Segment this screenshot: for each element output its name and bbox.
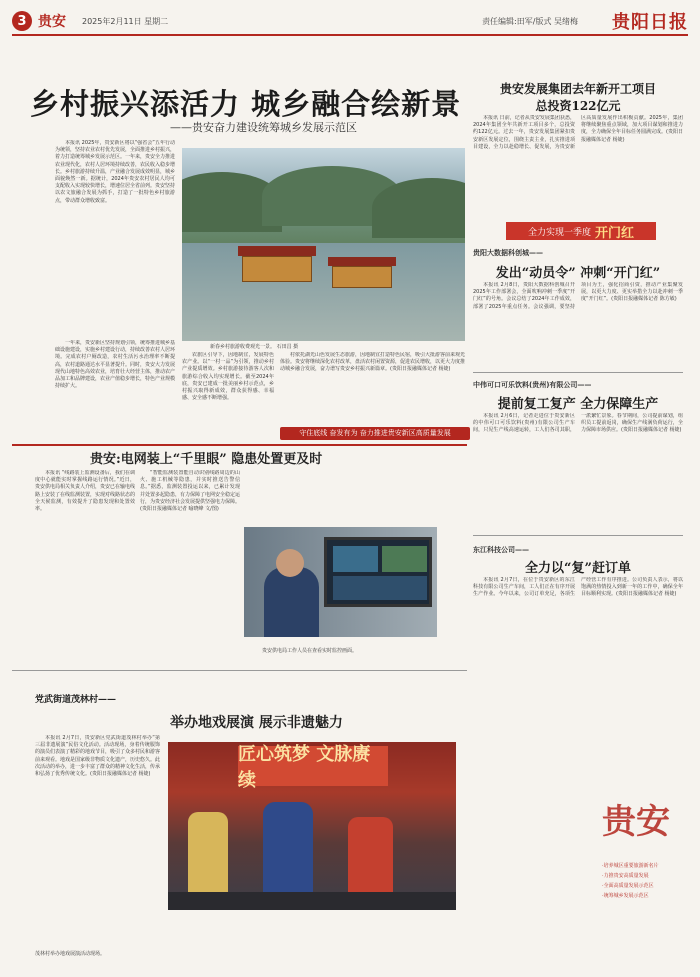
culture-photo-caption: 茂林村举办地戏展演活动现场。: [35, 951, 106, 957]
culture-article-headline: 举办地戏展演 展示非遗魅力: [170, 715, 343, 731]
spring-campaign-banner: [506, 222, 656, 240]
photo-audience: [168, 892, 456, 910]
photo-worker-head: [276, 549, 304, 577]
stamp-title: 贵安: [602, 802, 670, 842]
spring-banner-prefix: 全力实现一季度: [527, 227, 591, 238]
issue-date: 2025年2月11日 星期二: [82, 16, 169, 26]
right-article2-headline: 发出“动员令” 冲刺“开门红”: [495, 266, 661, 281]
right-article4-kicker: 东江科技公司——: [473, 546, 529, 554]
stamp-line: ·统筹城乡发展示范区: [602, 893, 649, 899]
right-article1-body: 本报讯 日前，记者从贵安发展集团获悉，2024年集团全年共新开工项目多个，总投资约122亿元。过去一年，贵安发展集团紧扣贵安新区发展定位，围绕主责主业，扎实推进项目建设，全力以赴稳增长、促发展，为贵安新区高质量发展作出积极贡献。2025年，集团将继续聚焦重点领域，加大项目谋划和推进力度，全力确保全年目标任务圆满完成。(贵阳日报融媒体记者 杨婕): [473, 115, 683, 150]
right-article2-body: 本报讯 2月8日，贵阳大数据科创城召开2025年工作部署会，全面吹响冲刺一季度“开门红”的号角。会议总结了2024年工作成效，部署了2025年重点任务。会议强调，要坚持项目为王，强化招商引资，推动产业集聚发展，以更大力度、更实举措全力以赴冲刺一季度“开门红”。(贵阳日报融媒体记者 陈方敏): [473, 282, 683, 310]
power-article-col2: “智能监测装置能自动识别线路周边的山火、施工机械等隐患，并实时推送告警信息。”据悉，监测装置投运以来，已累计发现并处置多起隐患，有力保障了电网安全稳定运行，为贵安经济社会发展提供坚强电力保障。(贵阳日报融媒体记者 喻晓峰 文/图): [140, 470, 240, 513]
main-photo-lake-resort: [182, 148, 465, 341]
stamp-lines: [602, 861, 692, 901]
power-monitoring-photo: [244, 527, 437, 637]
photo-pavilion-roof: [238, 246, 316, 256]
culture-article-kicker: 党武街道茂林村——: [35, 695, 117, 705]
monitor-feed: [333, 576, 427, 600]
right-article1-headline-line2: 总投资122亿元: [535, 99, 621, 113]
power-article-col1: 本报讯 “线路装上监测设备后，我们在调度中心就能实时掌握线路运行情况。”近日，贵安供电局相关负责人介绍，贵安已在输电线路上安装了在线监测装置，实现对线路状态的全天候监测，有效提升了隐患发现和处置效率。: [35, 470, 135, 513]
photo-pavilion-roof: [328, 257, 396, 266]
right-article2-kicker: 贵阳大数据科创城——: [473, 249, 543, 257]
stamp-line: ·培养城区重要旅游新名片: [602, 863, 659, 869]
photo-monitor: [324, 537, 432, 607]
right-article3-body: 本报讯 2月6日，记者走进位于贵安新区的中伟可口可乐饮料(贵州)有限公司生产车间，只见生产线高速运转，工人们各司其职，一派繁忙景象。春节期间，公司提前谋划，组织员工提前返岗，确保生产线满负荷运行，全力保障市场供应。(贵阳日报融媒体记者 杨婕): [473, 413, 683, 434]
page-number: 3: [12, 11, 32, 31]
slogan-banner: 守住底线 奋发有为 奋力推进贵安新区高质量发展: [280, 427, 470, 440]
power-photo-caption: 贵安供电局工作人员在查看实时监控画面。: [262, 648, 358, 654]
main-article-col3: 农旅区引导下，因地制宜，发展特色农产业。以“一村一品”为引领，推动乡村产业提质增效。乡村旅游接待游客人次和旅游综合收入均实现增长。截至2024年底，贵安已建成一批美丽乡村示范点，乡村振兴取得新成效，群众获得感、幸福感、安全感不断增强。: [182, 352, 274, 402]
guian-stamp: [602, 794, 692, 968]
photo-performer: [188, 812, 228, 902]
section-divider: [12, 444, 467, 446]
section-name: 贵安: [38, 14, 66, 30]
power-article-headline: 贵安:电网装上“千里眼” 隐患处置更及时: [90, 452, 323, 467]
main-subhead: ——贵安奋力建设统筹城乡发展示范区: [170, 121, 357, 134]
right-article1-headline-line1: 贵安发展集团去年新开工项目: [499, 82, 656, 96]
photo-pavilion-boat: [332, 266, 392, 288]
editor-credits: 责任编辑:田军/版式 吴绪梅: [482, 16, 578, 26]
masthead-logo: 贵阳日报: [612, 12, 688, 33]
stamp-line: ·力推贵安高质量发展: [602, 873, 649, 879]
photo-pavilion-boat: [242, 256, 312, 282]
stage-backdrop: 匠心筑梦 文脉赓续: [238, 746, 388, 786]
main-photo-caption: 新春乡村旅游收费观光一景。 石田昌 摄: [210, 344, 299, 350]
divider: [12, 670, 467, 671]
main-article-col1: 本报讯 2025年，贵安新区将以“强省会”五年行动为统领，坚持农业农村优先发展，全面推进乡村振兴，着力打造统筹城乡发展示范区。一年来，贵安全力推进农业现代化，农村人居环境持续改善，农民收入稳步增长。乡村旅游持续升温，产业融合发展成效明显，城乡面貌焕然一新。据统计，2024年贵安农村居民人均可支配收入实现较快增长，增速位居全省前列。贵安坚持以农文旅融合发展为抓手，打造了一批特色乡村旅游点，带动群众增收致富。: [55, 140, 175, 204]
main-headline: 乡村振兴添活力 城乡融合绘新景: [30, 87, 462, 121]
divider: [473, 535, 683, 536]
photo-performer: [348, 817, 393, 902]
divider: [473, 372, 683, 373]
right-article4-body: 本报讯 2月7日，在位于贵安新区的东江科技有限公司生产车间，工人们正在有序开展生产作业。今年以来，公司订单充足，各项生产经营工作有序推进。公司负责人表示，将以饱满的热情投入到新一年的工作中，确保全年目标顺利实现。(贵阳日报融媒体记者 杨婕): [473, 577, 683, 598]
photo-lake: [182, 243, 465, 341]
main-article-col2: 一年来，贵安新区坚持规划引领，统筹推进城乡基础设施建设，实施乡村建设行动，持续改善农村人居环境。完成农村户厕改造，农村生活污水治理率不断提高，农村道路通达水平显著提升。同时，贵安大力发展现代山地特色高效农业，培育壮大经营主体，推动农产品加工和品牌建设，农业产值稳步增长，特色产业规模持续扩大。: [55, 340, 175, 390]
photo-worker: [264, 567, 319, 637]
culture-article-body: 本报讯 2月7日，贵安新区党武街道茂林村举办“第三届非遗展演”民俗文化活动。活动现场，身着传统服饰的演员们表演了精彩的地戏节目，吸引了众多村民和游客前来观看。地戏是国家级非物质文化遗产，历史悠久。此次活动的举办，进一步丰富了群众的精神文化生活，传承和弘扬了优秀传统文化。(贵阳日报融媒体记者 杨婕): [35, 735, 160, 778]
page-header: [12, 8, 688, 36]
right-article4-headline: 全力以“复”赶订单: [525, 561, 631, 576]
monitor-feed: [382, 546, 427, 572]
right-article3-headline: 提前复工复产 全力保障生产: [497, 397, 659, 412]
photo-performer: [263, 802, 313, 902]
right-article3-kicker: 中伟可口可乐饮料(贵州)有限公司——: [473, 381, 592, 389]
culture-performance-photo: [168, 742, 456, 910]
monitor-feed: [333, 546, 378, 572]
stamp-line: ·全面高质量发展示范区: [602, 883, 654, 889]
main-article-col4: 村依托湖光山色发展生态旅游，因地制宜打造特色民宿，吸引大批游客前来观光体验。贵安将继续深化农村改革，盘活农村闲置资源，促进农民增收，以更大力度推动城乡融合发展，奋力谱写贵安乡村振兴新篇章。(贵阳日报融媒体记者 杨婕): [280, 352, 465, 373]
spring-banner-emphasis: 开门红: [595, 225, 635, 241]
